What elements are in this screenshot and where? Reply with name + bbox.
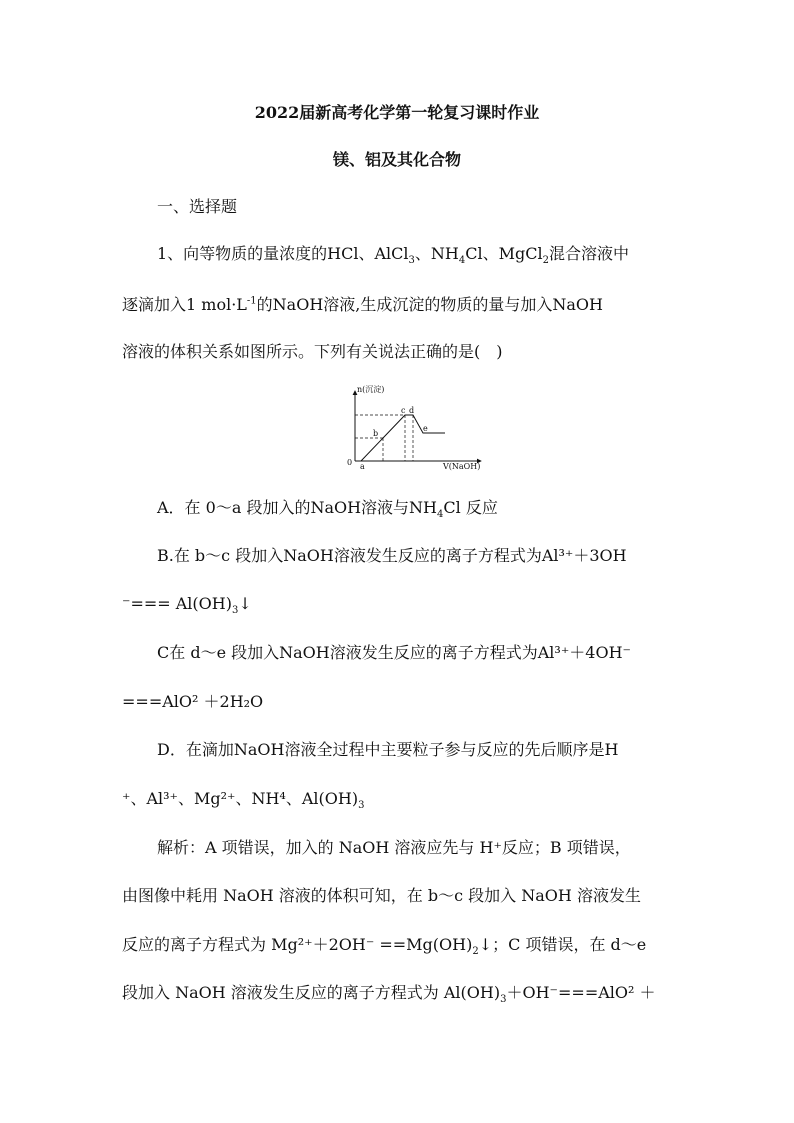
point-label-a: a [360, 462, 365, 471]
analysis-line-1: 解析：A 项错误，加入的 NaOH 溶液应先与 H⁺反应；B 项错误， [157, 838, 631, 857]
point-label-e: e [423, 424, 428, 433]
analysis-line-4: 段加入 NaOH 溶液发生反应的离子方程式为 $Al(OH)_3+OH^-===AlO^2$ ＋ [122, 983, 656, 1006]
analysis-line-2: 由图像中耗用 NaOH 溶液的体积可知，在 b～c 段加入 NaOH 溶液发生 [122, 886, 641, 905]
option-c-line-2: ===AlO² ＋2H₂O [122, 692, 264, 711]
option-b-line-1: B.在 b～c 段加入NaOH溶液发生反应的离子方程式为Al³⁺＋3OH [157, 546, 627, 565]
section-heading: 一、选择题 [157, 197, 238, 216]
point-label-d: d [409, 406, 415, 415]
x-axis-label: V(NaOH) [443, 462, 481, 471]
point-label-c: c [401, 406, 406, 415]
option-d-line-2: ⁺、Al³⁺、Mg²⁺、NH⁴、$Al(OH)_3$ [122, 789, 365, 812]
analysis-line-3: 反应的离子方程式为 $Mg^{2+}+2OH^- ==Mg(OH)_2↓$；C 项错误，在 d～e [122, 935, 647, 958]
question-1-line-3: 溶液的体积关系如图所示。下列有关说法正确的是( ) [122, 342, 503, 361]
document-title: 2022届新高考化学第一轮复习课时作业 [254, 103, 540, 122]
y-axis-label: n(沉淀) [357, 385, 385, 394]
question-1-line-1: 1、向等物质的量浓度的HCl、AlCl$_3$、$NH_4Cl$、MgCl$_2$混合溶液中 [157, 244, 629, 267]
option-c-line-1: C在 d～e 段加入NaOH溶液发生反应的离子方程式为Al³⁺＋4OH⁻ [157, 643, 631, 662]
option-d-line-1: D．在滴加NaOH溶液全过程中主要粒子参与反应的先后顺序是H [157, 740, 619, 759]
precipitate-graph [343, 383, 485, 473]
precipitate-curve [355, 415, 445, 461]
option-a: A．在 0～a 段加入的NaOH溶液与$NH_4Cl$ 反应 [157, 498, 498, 521]
document-subtitle: 镁、铝及其化合物 [332, 150, 461, 169]
option-b-line-2: ⁻=== $Al(OH)_3↓$ [122, 594, 252, 617]
origin-label: 0 [347, 458, 353, 467]
point-label-b: b [373, 429, 379, 438]
graph-svg [343, 383, 485, 473]
question-1-line-2: 逐滴加入1 $mol\cdot L^{-1}$的NaOH溶液,生成沉淀的物质的量与加入NaOH [122, 295, 603, 314]
